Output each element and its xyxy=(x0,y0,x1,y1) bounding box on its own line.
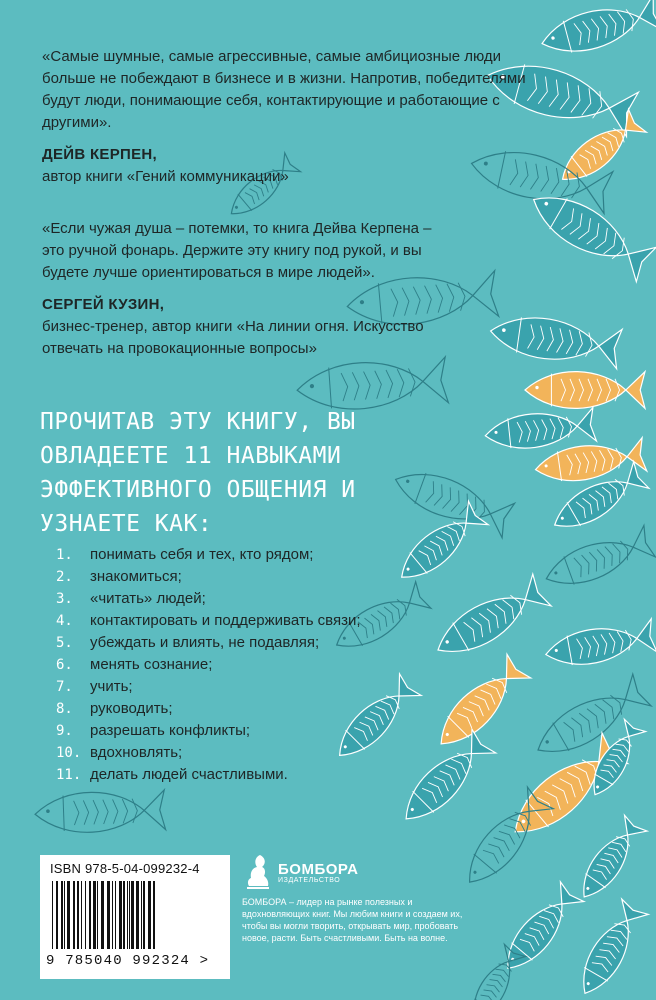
skill-number: 11. xyxy=(56,767,82,783)
skill-number: 3. xyxy=(56,591,73,607)
quote-author-description: автор книги «Гений коммуникации» xyxy=(42,168,289,185)
publisher-blurb: БОМБОРА – лидер на рынке полезных и вдохновляющих книг. Мы любим книги и создаем их, чтобы вы могли творить, открывать мир, пробовать новое, расти. Быть счастливыми. Быть на волне. xyxy=(242,897,463,943)
publisher-name: БОМБОРА xyxy=(278,860,359,878)
quote-author-description: бизнес-тренер, автор книги «На линии огня. Искусство отвечать на провокационные вопросы» xyxy=(42,318,424,357)
fish-icon xyxy=(584,719,645,801)
skill-item xyxy=(56,632,361,654)
skill-item xyxy=(56,698,361,720)
skill-text: учить; xyxy=(90,678,133,695)
quote-block-1 xyxy=(42,46,542,188)
skill-number: 9. xyxy=(56,723,73,739)
skill-number: 8. xyxy=(56,701,73,717)
skill-item xyxy=(56,676,361,698)
fish-icon xyxy=(543,619,656,671)
skill-number: 1. xyxy=(56,547,73,563)
isbn-text: ISBN 978-5-04-099232-4 xyxy=(50,861,200,876)
skill-item xyxy=(56,654,361,676)
quote-author-name: ДЕЙВ КЕРПЕН, xyxy=(42,146,158,163)
quote-author-name: СЕРГЕЙ КУЗИН, xyxy=(42,296,165,313)
fish-icon xyxy=(573,815,647,905)
skill-item xyxy=(56,610,361,632)
skill-number: 6. xyxy=(56,657,73,673)
fish-icon xyxy=(525,372,645,409)
fish-icon xyxy=(541,525,656,594)
publisher-subtitle: ИЗДАТЕЛЬСТВО xyxy=(278,876,341,884)
skill-text: убеждать и влиять, не подавляя; xyxy=(90,634,320,651)
skill-number: 5. xyxy=(56,635,73,651)
fish-icon xyxy=(429,654,531,756)
barcode-box xyxy=(40,855,230,979)
fish-icon xyxy=(392,501,488,589)
fish-icon xyxy=(554,109,647,190)
fish-icon xyxy=(572,899,649,1000)
fish-icon xyxy=(34,790,165,834)
skill-number: 4. xyxy=(56,613,73,629)
barcode-bars xyxy=(50,881,222,951)
fish-icon xyxy=(429,574,551,666)
skill-text: «читать» людей; xyxy=(90,590,206,607)
skill-text: делать людей счастливыми. xyxy=(90,766,288,783)
quote-text: «Самые шумные, самые агрессивные, самые амбициозные люди больше не побеждают в бизнесе и в жизни. Напротив, победителями будут люди, понимающие себя, контактирующие и работающие с другими». xyxy=(42,48,526,131)
quote-block-2 xyxy=(42,218,452,360)
skill-text: вдохновлять; xyxy=(90,744,183,761)
skill-item xyxy=(56,742,361,764)
skill-text: знакомиться; xyxy=(90,568,182,585)
skill-item xyxy=(56,764,361,786)
fish-icon xyxy=(529,674,651,766)
fish-icon xyxy=(524,182,656,282)
skill-item xyxy=(56,588,361,610)
skill-item xyxy=(56,544,361,566)
skill-number: 10. xyxy=(56,745,82,761)
skill-item xyxy=(56,566,361,588)
barcode-digits: 9 785040 992324 > xyxy=(46,953,210,969)
quote-text: «Если чужая душа – потемки, то книга Дейва Керпена – это ручной фонарь. Держите эту книгу под рукой, и вы будете лучше ориентироваться в мире людей». xyxy=(42,220,432,281)
skill-text: разрешать конфликты; xyxy=(90,722,251,739)
skill-text: понимать себя и тех, кто рядом; xyxy=(90,546,314,563)
skill-text: менять сознание; xyxy=(90,656,213,673)
fish-icon xyxy=(484,407,597,452)
fish-icon xyxy=(537,0,656,61)
skill-text: контактировать и поддерживать связи; xyxy=(90,612,361,629)
fish-icon xyxy=(394,729,496,831)
fish-icon xyxy=(488,311,622,369)
publisher-logo xyxy=(244,853,358,891)
skill-item xyxy=(56,720,361,742)
headline: ПРОЧИТАВ ЭТУ КНИГУ, ВЫ ОВЛАДЕЕТЕ 11 НАВЫКАМИ ЭФФЕКТИВНОГО ОБЩЕНИЯ И УЗНАЕТЕ КАК: xyxy=(40,409,356,537)
skill-text: руководить; xyxy=(90,700,173,717)
skills-list xyxy=(56,544,361,786)
skill-number: 2. xyxy=(56,569,73,585)
rabbit-logo-icon xyxy=(244,853,274,891)
skill-number: 7. xyxy=(56,679,73,695)
